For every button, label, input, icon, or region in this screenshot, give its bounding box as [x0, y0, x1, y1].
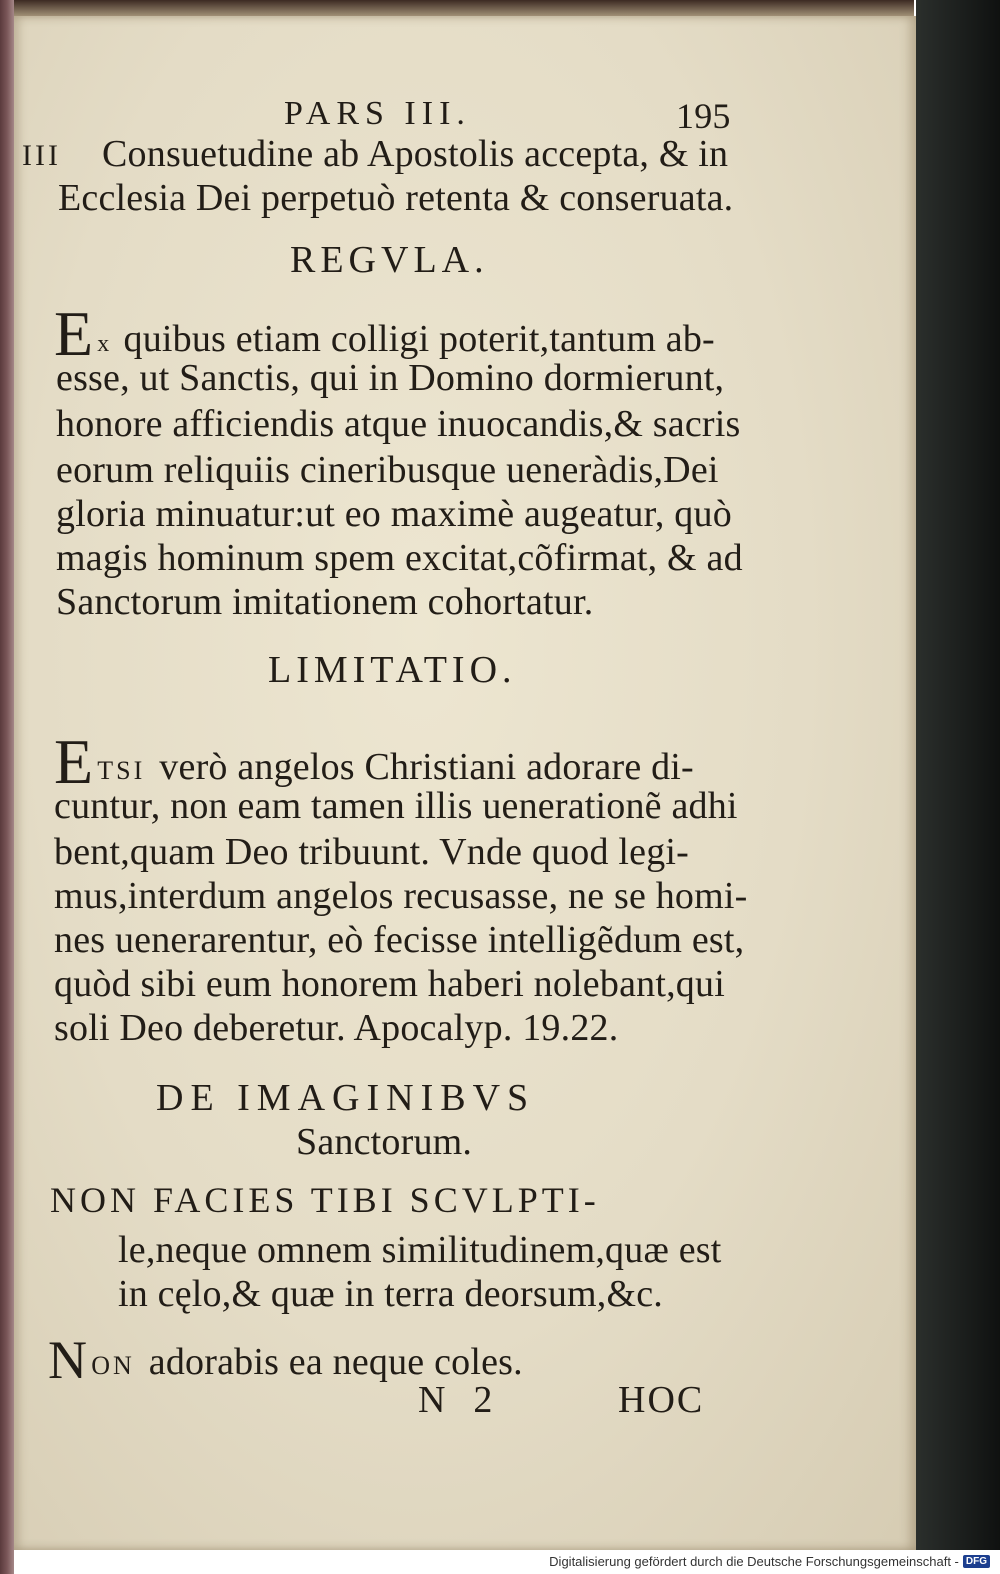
regula-line-7: Sanctorum imitationem cohortatur.	[56, 581, 594, 623]
limitatio-line-5: nes uenerarentur, eò fecisse intelligẽdum est,	[54, 919, 745, 961]
limitatio-text: verò angelos Christiani adorare di-	[159, 746, 694, 788]
limitatio-line-7: soli Deo deberetur. Apocalyp. 19.22.	[54, 1007, 619, 1049]
drop-cap: E	[54, 298, 94, 369]
limitatio-line-4: mus,interdum angelos recusasse, ne se homi-	[54, 875, 748, 917]
scan-background	[916, 0, 1000, 1574]
regula-line-6: magis hominum spem excitat,cõfirmat, & ad	[56, 537, 743, 579]
section-subtitle-sanctorum: Sanctorum.	[296, 1121, 473, 1163]
drop-cap: N	[48, 1330, 88, 1390]
page-number: 195	[676, 96, 731, 136]
limitatio-line-3: bent,quam Deo tribuunt. Vnde quod legi-	[54, 831, 690, 873]
drop-cap-rest: TSI	[97, 756, 146, 785]
drop-cap: E	[54, 726, 94, 797]
closing-text: adorabis ea neque coles.	[148, 1341, 523, 1383]
catchword: HOC	[618, 1379, 705, 1421]
signature-mark: N 2	[418, 1379, 493, 1421]
limitatio-line-6: quòd sibi eum honorem haberi nolebant,qui	[54, 963, 725, 1005]
book-spine	[0, 0, 14, 1574]
intro-line-2: Ecclesia Dei perpetuò retenta & conseruata.	[58, 177, 734, 219]
book-page	[14, 16, 916, 1550]
margin-marker: III	[22, 139, 61, 172]
quote-line-1: NON FACIES TIBI SCVLPTI-	[50, 1180, 600, 1220]
dfg-logo-icon: DFG	[963, 1555, 990, 1568]
regula-line-2: esse, ut Sanctis, qui in Domino dormierunt,	[56, 357, 725, 399]
drop-cap-rest: x	[97, 331, 110, 357]
quote-line-3: in cęlo,& quæ in terra deorsum,&c.	[118, 1273, 663, 1315]
regula-line-3: honore afficiendis atque inuocandis,& sacris	[56, 403, 741, 445]
running-head: PARS III.	[284, 95, 471, 132]
regula-line-4: eorum reliquiis cineribusque ueneràdis,Dei	[56, 449, 719, 491]
section-title-imaginibus: DE IMAGINIBVS	[156, 1077, 536, 1119]
section-title-regula: REGVLA.	[290, 239, 489, 281]
limitatio-line-2: cuntur, non eam tamen illis uenerationẽ adhi	[54, 785, 738, 827]
credit-text: Digitalisierung gefördert durch die Deutsche Forschungsgemeinschaft -	[549, 1554, 959, 1569]
digitization-credit	[549, 1554, 990, 1569]
regula-text: quibus etiam colligi poterit,tantum ab-	[123, 318, 715, 360]
intro-line-1: Consuetudine ab Apostolis accepta, & in	[102, 133, 729, 175]
regula-line-5: gloria minuatur:ut eo maximè augeatur, quò	[56, 493, 732, 535]
drop-cap-rest: ON	[91, 1351, 135, 1380]
section-title-limitatio: LIMITATIO.	[268, 649, 517, 691]
quote-line-2: le,neque omnem similitudinem,quæ est	[118, 1229, 722, 1271]
